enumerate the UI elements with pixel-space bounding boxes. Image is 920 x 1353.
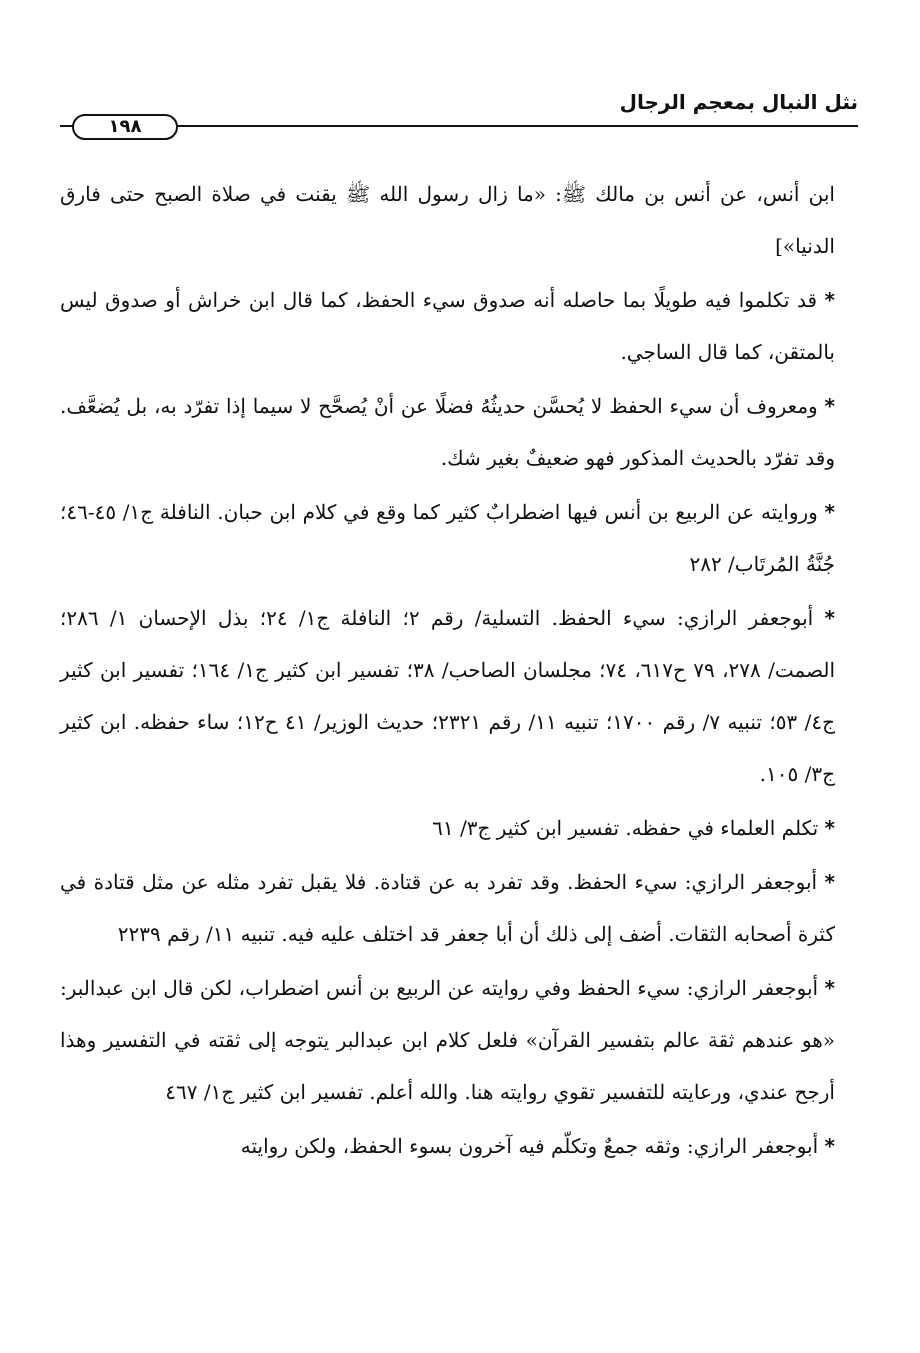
bullet-marker: * [824, 870, 835, 894]
paragraph-text: قد تكلموا فيه طويلًا بما حاصله أنه صدوق سيء الحفظ، كما قال ابن خراش أو صدوق ليس بالمتقن، كما قال الساجي. [60, 288, 835, 364]
paragraph [60, 486, 835, 590]
bullet-marker: * [824, 1134, 835, 1158]
paragraph [60, 802, 835, 854]
paragraph-text: وروايته عن الربيع بن أنس فيها اضطرابٌ كثير كما وقع في كلام ابن حبان. النافلة ج١/ ٤٥-٤٦؛ جُنَّةُ المُرتَاب/ ٢٨٢ [60, 500, 835, 576]
page-number: ١٩٨ [72, 114, 178, 140]
page-header [60, 78, 858, 148]
paragraph [60, 168, 835, 272]
paragraph-text: أبوجعفر الرازي: سيء الحفظ. وقد تفرد به عن قتادة. فلا يقبل تفرد مثله عن مثل قتادة في كثرة أصحابه الثقات. أضف إلى ذلك أن أبا جعفر قد اختلف عليه فيه. تنبيه ١١/ رقم ٢٢٣٩ [60, 870, 835, 946]
paragraph-text: أبوجعفر الرازي: سيء الحفظ وفي روايته عن الربيع بن أنس اضطراب، لكن قال ابن عبدالبر: «هو عندهم ثقة عالم بتفسير القرآن» فلعل كلام ابن عبدالبر يتوجه إلى ثقته في التفسير وهذا أرجح عندي، ورعايته للتفسير تقوي روايته هنا. والله أعلم. تفسير ابن كثير ج١/ ٤٦٧ [60, 976, 835, 1104]
paragraph-text: أبوجعفر الرازي: سيء الحفظ. التسلية/ رقم ٢؛ النافلة ج١/ ٢٤؛ بذل الإحسان ١/ ٢٨٦؛ الصمت/ ٢٧٨، ٧٩ ح٦١٧، ٧٤؛ مجلسان الصاحب/ ٣٨؛ تفسير ابن كثير ج١/ ١٦٤؛ تفسير ابن كثير ج٤/ ٥٣؛ تنبيه ٧/ رقم ١٧٠٠؛ تنبيه ١١/ رقم ٢٣٢١؛ حديث الوزير/ ٤١ ح١٢؛ ساء حفظه. ابن كثير ج٣/ ١٠٥. [60, 606, 836, 786]
paragraph [60, 592, 835, 800]
page-body [60, 168, 835, 1174]
paragraph-text: أبوجعفر الرازي: وثقه جمعٌ وتكلّم فيه آخرون بسوء الحفظ، ولكن روايته [240, 1134, 819, 1158]
paragraph [60, 962, 835, 1118]
header-rule [60, 125, 858, 127]
running-title: نثل النبال بمعجم الرجال [619, 90, 858, 114]
bullet-marker: * [824, 288, 835, 312]
bullet-marker: * [824, 976, 836, 1000]
paragraph-text: تكلم العلماء في حفظه. تفسير ابن كثير ج٣/ ٦١ [432, 816, 819, 840]
bullet-marker: * [824, 500, 835, 524]
paragraph-text: ومعروف أن سيء الحفظ لا يُحسَّن حديثُهُ فضلًا عن أنْ يُصحَّح لا سيما إذا تفرّد به، بل يُضعَّف. وقد تفرّد بالحديث المذكور فهو ضعيفٌ بغير شك. [60, 394, 835, 470]
paragraph [60, 1120, 835, 1172]
paragraph [60, 274, 835, 378]
paragraph [60, 856, 835, 960]
bullet-marker: * [824, 606, 835, 630]
paragraph [60, 380, 835, 484]
bullet-marker: * [824, 816, 835, 840]
bullet-marker: * [824, 394, 836, 418]
paragraph-text: ابن أنس، عن أنس بن مالك ﷺ: «ما زال رسول الله ﷺ يقنت في صلاة الصبح حتى فارق الدنيا»] [60, 182, 835, 258]
